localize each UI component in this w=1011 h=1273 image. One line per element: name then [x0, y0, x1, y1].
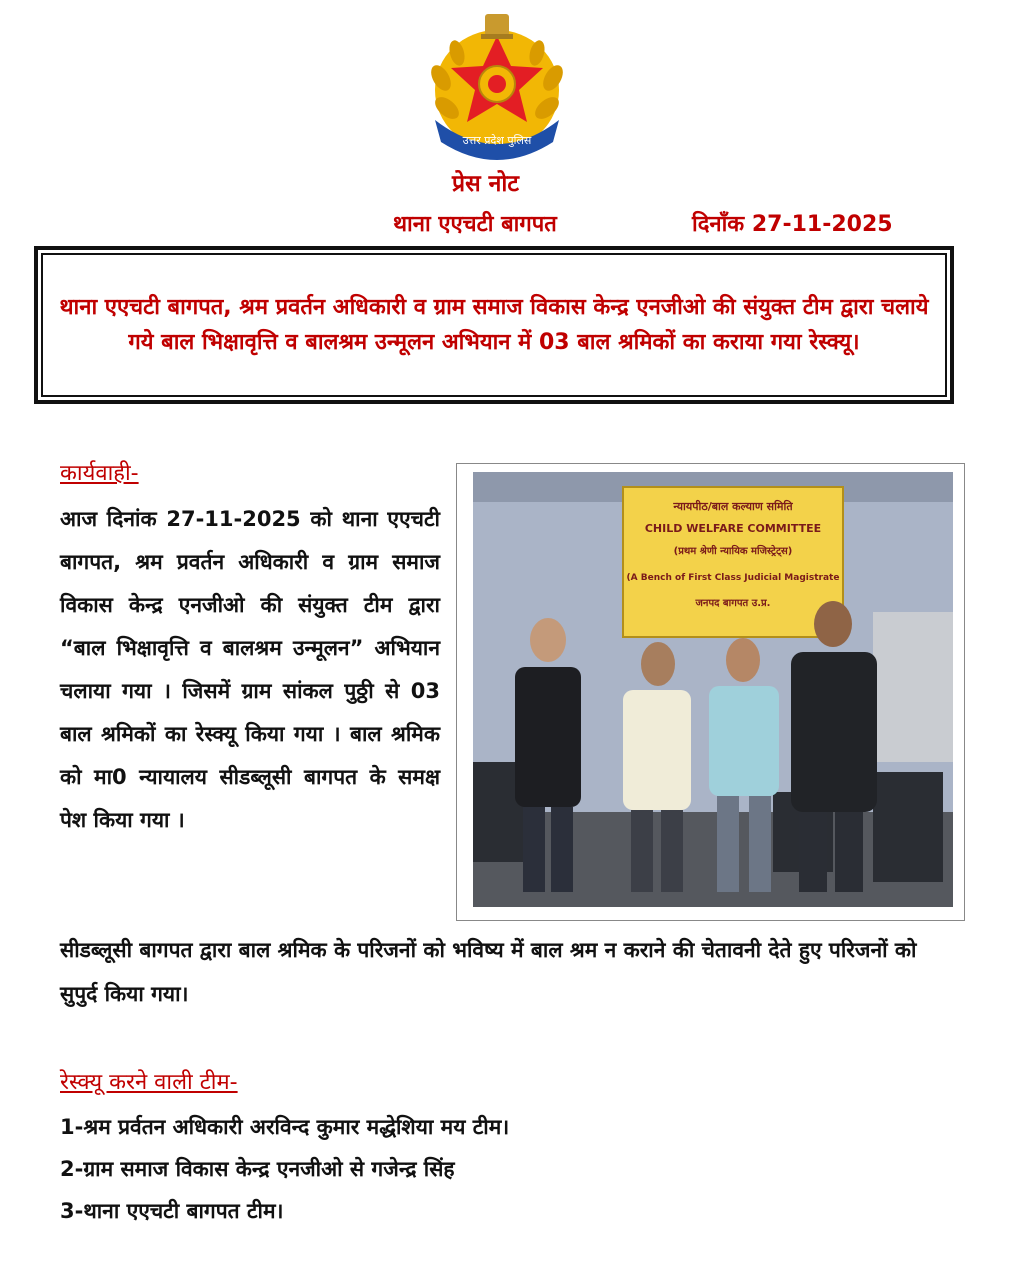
- station-name: थाना एएचटी बागपत: [393, 212, 557, 237]
- headline-inner-border: [41, 253, 947, 397]
- headline-text: थाना एएचटी बागपत, श्रम प्रवर्तन अधिकारी व ग्राम समाज विकास केन्द्र एनजीओ की संयुक्त टीम द्वारा चलाये गये बाल भिक्षावृत्ति व बालश्रम उन्मूलन अभियान में 03 बाल श्रमिकों का कराया गया रेस्क्यू।: [59, 294, 929, 355]
- svg-text:जनपद बागपत उ.प्र.: जनपद बागपत उ.प्र.: [695, 598, 771, 609]
- press-date: दिनाँक 27-11-2025: [692, 212, 893, 237]
- svg-text:न्यायपीठ/बाल कल्याण समिति: न्यायपीठ/बाल कल्याण समिति: [673, 500, 793, 513]
- list-item: 2-ग्राम समाज विकास केन्द्र एनजीओ से गजेन्द्र सिंह: [60, 1157, 455, 1181]
- headline-box: [34, 246, 954, 404]
- up-police-logo: [427, 8, 567, 160]
- team-heading: रेस्क्यू करने वाली टीम-: [60, 1070, 238, 1095]
- rescue-photo: [473, 472, 953, 907]
- svg-text:CHILD WELFARE COMMITTEE: CHILD WELFARE COMMITTEE: [644, 522, 822, 535]
- list-item: 1-श्रम प्रर्वतन अधिकारी अरविन्द कुमार मद्धेशिया मय टीम।: [60, 1115, 510, 1139]
- list-item: 3-थाना एएचटी बागपत टीम।: [60, 1199, 284, 1223]
- action-continuation: सीडब्लूसी बागपत द्वारा बाल श्रमिक के परिजनों को भविष्य में बाल श्रम न कराने की चेतावनी देते हुए परिजनों को सुपुर्द किया गया।: [60, 938, 917, 1006]
- action-heading: कार्यवाही-: [60, 461, 139, 486]
- press-note-title: प्रेस नोट: [452, 171, 519, 197]
- action-body: आज दिनांक 27-11-2025 को थाना एएचटी बागपत, श्रम प्रवर्तन अधिकारी व ग्राम समाज विकास केन्द्र एनजीओ की संयुक्त टीम द्वारा “बाल भिक्षावृत्ति व बालश्रम उन्मूलन” अभियान चलाया गया । जिसमें ग्राम सांकल पुठ्ठी से 03 बाल श्रमिकों का रेस्क्यू किया गया । बाल श्रमिक को मा0 न्यायालय सीडब्लूसी बागपत के समक्ष पेश किया गया ।: [60, 507, 440, 832]
- rescue-photo-frame: [456, 463, 965, 921]
- svg-text:उत्तर प्रदेश पुलिस: उत्तर प्रदेश पुलिस: [462, 134, 532, 147]
- svg-text:(A Bench of First Class Judici: (A Bench of First Class Judicial Magistrate: [626, 573, 840, 583]
- team-list: [60, 1106, 509, 1232]
- svg-text:(प्रथम श्रेणी न्यायिक मजिस्ट्र: (प्रथम श्रेणी न्यायिक मजिस्ट्रेट्स): [673, 546, 793, 557]
